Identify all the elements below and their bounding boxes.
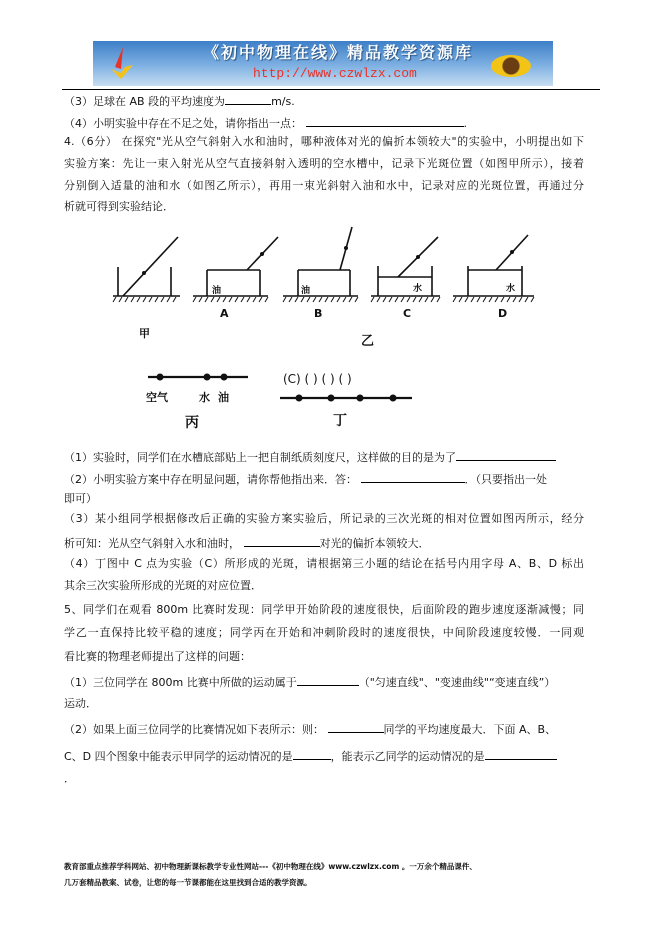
spot xyxy=(357,395,364,402)
q3-unit: m/s. xyxy=(271,95,295,108)
text-line: 析就可得到实验结论． xyxy=(64,200,174,213)
ding-marks: (C) ( ) ( ) ( ) xyxy=(283,372,352,386)
text-line: 分别倒入适量的油和水（如图乙所示），再用一束光斜射入油和水中，记录对应的光斑位置，再通过分 xyxy=(64,179,584,192)
experiment-figure xyxy=(0,0,661,440)
spot-water xyxy=(204,374,211,381)
q4-2-end: ．（只要指出一处 xyxy=(464,473,547,486)
arrow-dot xyxy=(416,255,420,259)
spot-oil xyxy=(221,374,228,381)
text-line: 即可） xyxy=(64,492,97,505)
text-line: 实验方案：先让一束入射光从空气直接斜射入透明的空水槽中，记录下光斑位置（如图甲所示），接着 xyxy=(64,157,584,170)
text-line xyxy=(64,448,556,466)
q5-2-text2: C、D 四个图象中能表示甲同学的运动情况的是 xyxy=(64,750,293,763)
q5-1-text: （1）三位同学在 800m 比赛中所做的运动属于 xyxy=(64,676,297,689)
banner-title: 《初中物理在线》精品教学资源库 xyxy=(203,43,474,62)
label-d: D xyxy=(498,307,508,320)
arrow-dot xyxy=(142,271,146,275)
label-oil-a: 油 xyxy=(212,286,222,296)
text-line xyxy=(64,470,547,488)
label-jia: 甲 xyxy=(139,327,150,340)
answer-blank[interactable] xyxy=(244,534,320,547)
answer-blank[interactable] xyxy=(361,470,465,483)
q4-text: （4）小明实验中存在不足之处，请你指出一点： xyxy=(64,117,302,130)
answer-blank[interactable] xyxy=(456,448,556,461)
q5-2-cont: 同学的平均速度最大．下面 A、B、 xyxy=(383,723,557,736)
banner-url: http://www.czwlzx.com xyxy=(253,66,417,81)
text-line xyxy=(64,673,555,691)
arrow-dot xyxy=(260,252,264,256)
q4-end: . xyxy=(463,117,467,130)
q3-text: （3）足球在 AB 段的平均速度为 xyxy=(64,95,226,108)
spot xyxy=(390,395,397,402)
q4-2-text: （2）小明实验方案中存在明显问题，请你帮他指出来．答： xyxy=(64,473,357,486)
label-water-d: 水 xyxy=(506,284,516,294)
text-line xyxy=(64,534,430,552)
label-water-c: 水 xyxy=(413,284,423,294)
label-air: 空气 xyxy=(146,391,168,404)
text-line: 看比赛的物理老师提出了这样的问题： xyxy=(64,650,251,663)
q4-3-text: 析可知：光从空气斜射入水和油时， xyxy=(64,537,240,550)
q4-3-end: 对光的偏折本领较大． xyxy=(319,537,430,550)
text-line xyxy=(64,747,557,765)
label-water: 水 xyxy=(199,391,210,404)
label-c: C xyxy=(403,307,412,320)
text-line: ． xyxy=(64,772,75,785)
ground-hatching xyxy=(113,297,534,302)
label-bing: 丙 xyxy=(185,415,199,431)
text-line xyxy=(64,720,556,738)
label-oil-b: 油 xyxy=(301,286,311,296)
text-line: 5、同学们在观看 800m 比赛时发现：同学甲开始阶段的速度很快，后面阶段的跑步速度逐渐减慢；同 xyxy=(64,603,584,616)
arrow-dot xyxy=(344,246,348,250)
q5-1-options: （"匀速直线"、"变速曲线"“变速直线”） xyxy=(358,676,556,689)
spot-air xyxy=(157,374,164,381)
text-line: 学乙一直保持比较平稳的速度；同学丙在开始和冲刺阶段时的速度很快，中间阶段速度较慢．一同观 xyxy=(64,626,584,639)
text-line: 4.（6分） 在探究"光从空气斜射入水和油时，哪种液体对光的偏折本领较大"的实验中，小明提出如下 xyxy=(64,135,584,148)
spot xyxy=(328,395,335,402)
spot-c xyxy=(296,395,303,402)
q5-2-text: （2）如果上面三位同学的比赛情况如下表所示：则： xyxy=(64,723,324,736)
q5-2-text3: ，能表示乙同学的运动情况的是 xyxy=(330,750,485,763)
answer-blank[interactable] xyxy=(293,747,331,760)
label-yi: 乙 xyxy=(361,334,375,349)
footer-line-1: 教育部重点推荐学科网站、初中物理新课标教学专业性网站---《初中物理在线》www.czwlzx.com 。一万余个精品课件、 xyxy=(64,862,477,871)
footer-line-2: 几万套精品教案、试卷，让您的每一节课都能在这里找到合适的教学资源。 xyxy=(64,878,312,887)
answer-blank[interactable] xyxy=(485,747,557,760)
q4-1-text: （1）实验时，同学们在水槽底部贴上一把自制纸质刻度尺，这样做的目的是为了 xyxy=(64,451,456,464)
answer-blank[interactable] xyxy=(328,720,384,733)
text-line: （3）某小组同学根据修改后正确的实验方案实验后，所记录的三次光斑的相对位置如图丙所示，经分 xyxy=(64,512,584,525)
answer-blank[interactable] xyxy=(297,673,359,686)
text-line: （4）丁图中 C 点为实验（C）所形成的光斑，请根据第三小题的结论在括号内用字母 A、B、D 标出 xyxy=(64,557,584,570)
label-ding: 丁 xyxy=(333,413,347,429)
label-oil: 油 xyxy=(218,391,229,404)
text-line: 运动． xyxy=(64,697,97,710)
label-a: A xyxy=(220,307,229,320)
text-line: 其余三次实验所形成的光斑的对应位置． xyxy=(64,579,262,592)
label-b: B xyxy=(314,307,323,320)
arrow-dot xyxy=(510,250,514,254)
